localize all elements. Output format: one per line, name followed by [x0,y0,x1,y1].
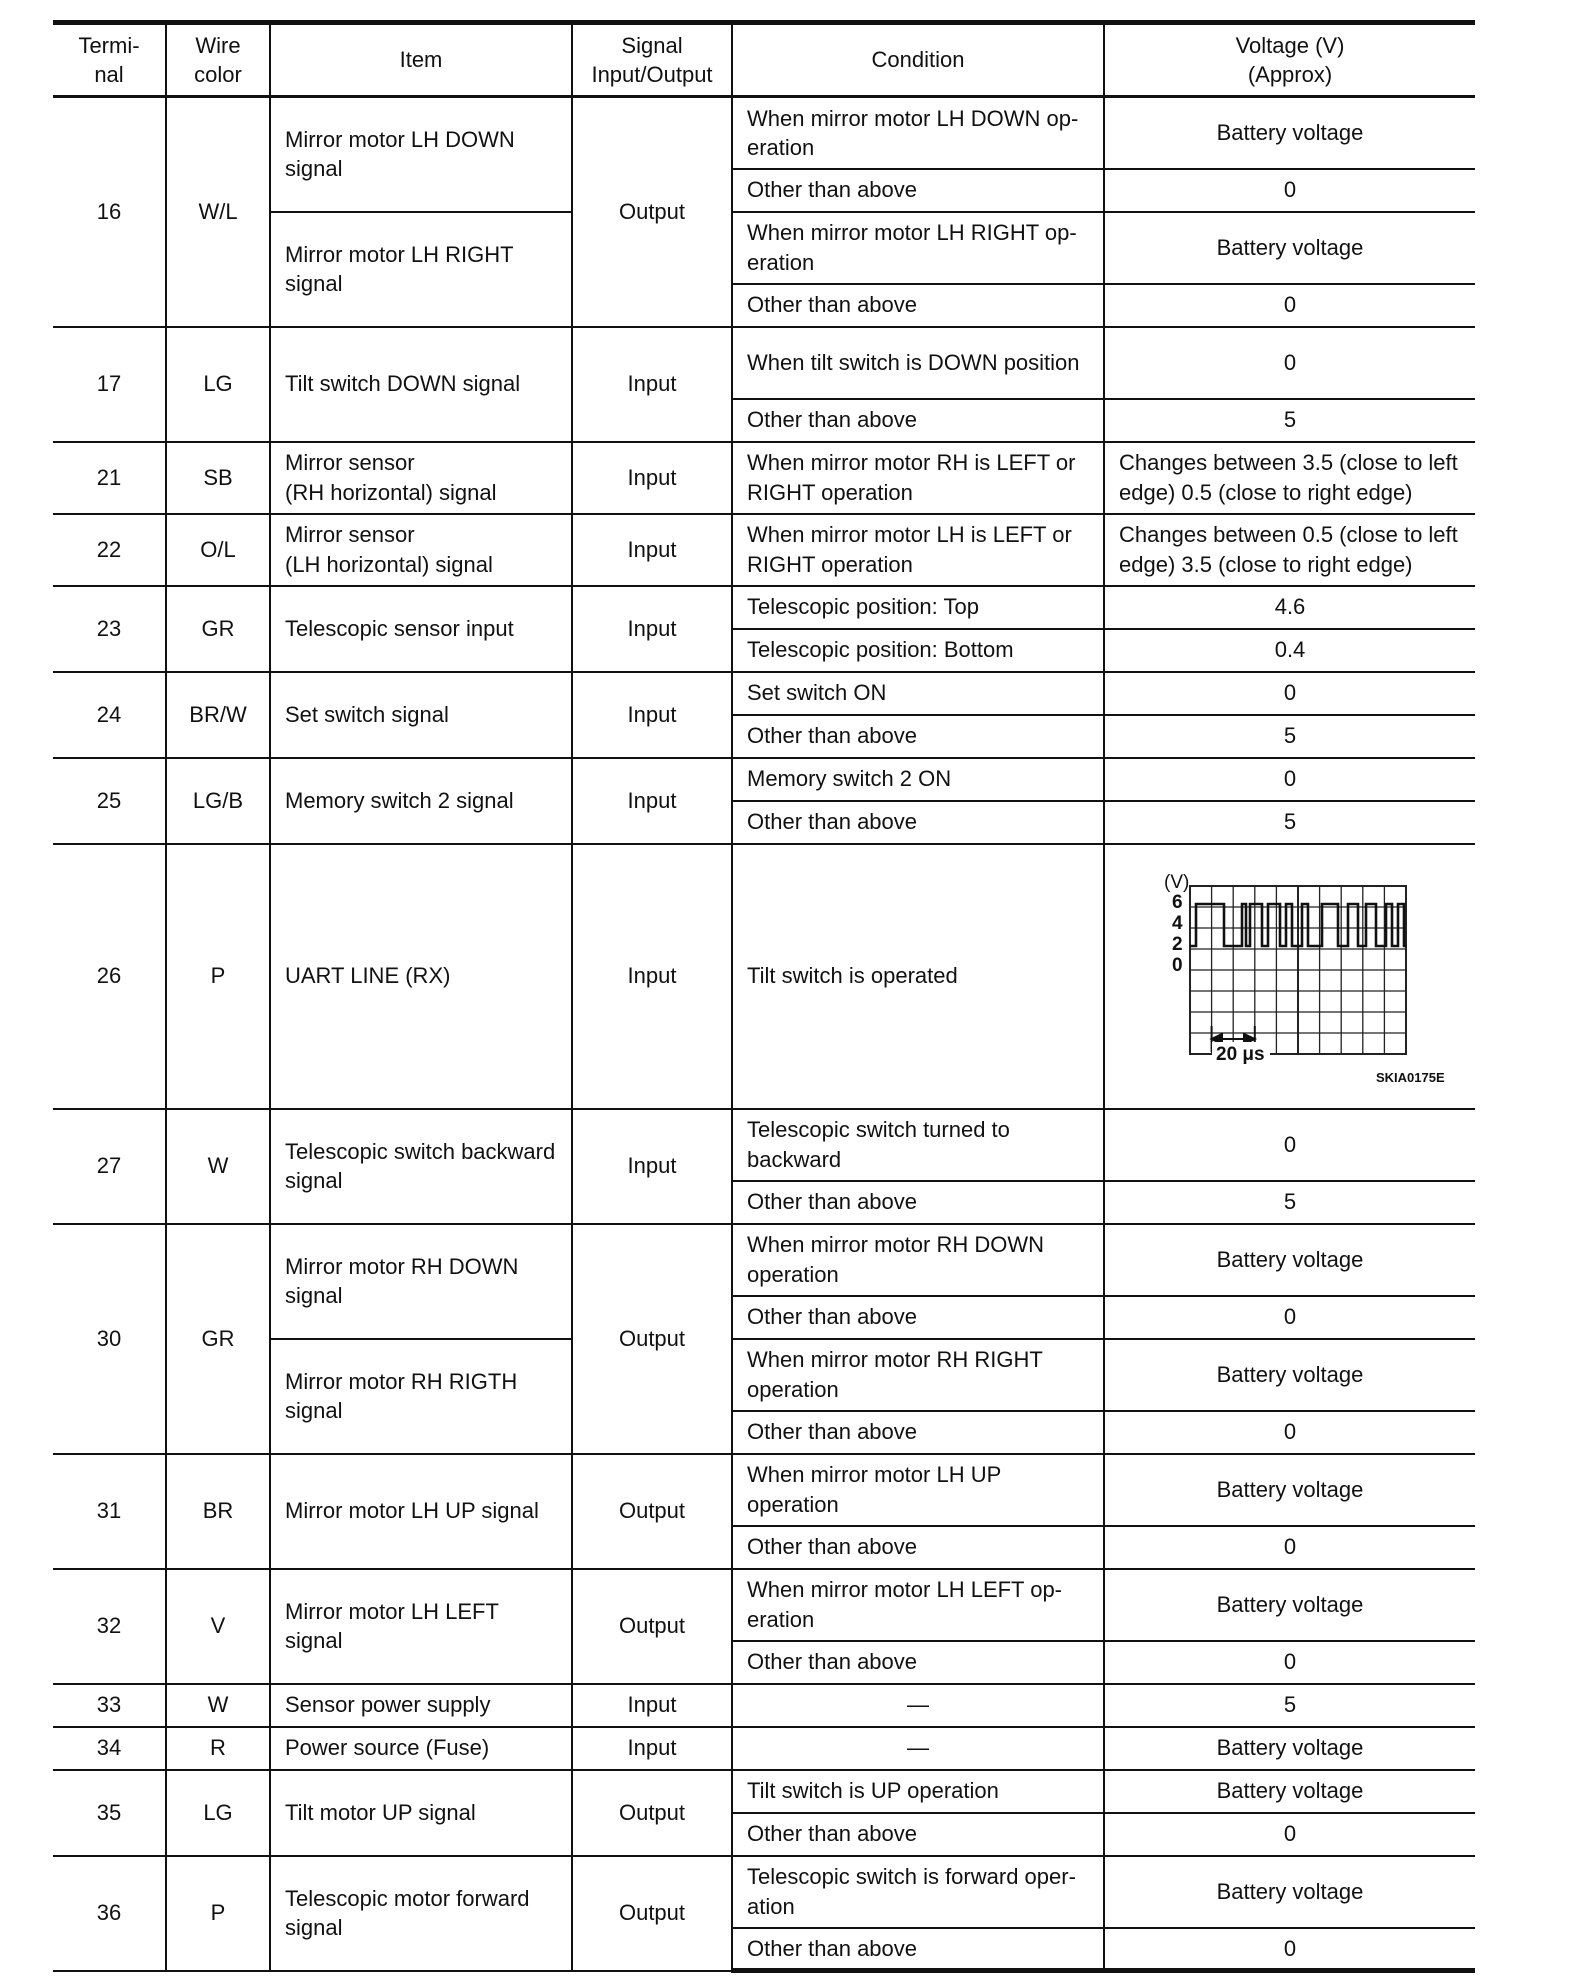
voltage-cell: 5 [1104,801,1475,844]
header-condition: Condition [732,23,1104,97]
condition-cell: Other than above [732,1813,1104,1856]
signal-io-cell: Input [572,514,732,586]
table-row [53,1684,1475,1727]
wire-color-cell: BR/W [166,672,270,758]
wire-color-cell: W/L [166,97,270,327]
wire-color-cell: W [166,1109,270,1224]
table-row [53,327,1475,399]
terminal-cell: 17 [53,327,166,442]
terminal-cell: 33 [53,1684,166,1727]
condition-cell: When mirror motor LH RIGHT op-eration [732,212,1104,284]
voltage-cell: Battery voltage [1104,212,1475,284]
condition-cell: Other than above [732,715,1104,758]
wire-color-cell: P [166,844,270,1109]
voltage-cell: Battery voltage [1104,1727,1475,1770]
condition-cell: Other than above [732,1928,1104,1971]
voltage-cell: 4.6 [1104,586,1475,629]
voltage-cell: Battery voltage [1104,1339,1475,1411]
waveform-time-label: 20 μs [1216,1044,1265,1065]
terminal-cell: 25 [53,758,166,844]
wire-color-cell: V [166,1569,270,1684]
uart-waveform-figure [1130,866,1450,1086]
item-cell: Mirror sensor (LH horizontal) signal [270,514,572,586]
voltage-cell: 5 [1104,715,1475,758]
table-row [53,844,1475,1109]
terminal-cell: 24 [53,672,166,758]
item-cell: Mirror motor RH DOWN signal [270,1224,572,1339]
table-row [53,1727,1475,1770]
item-cell: Tilt switch DOWN signal [270,327,572,442]
waveform-y-label-4: 4 [1172,913,1183,934]
table-row [53,1856,1475,1928]
table-row [53,442,1475,514]
terminal-spec-table [53,20,1475,1973]
item-cell: Set switch signal [270,672,572,758]
item-cell: Telescopic switch backward signal [270,1109,572,1224]
condition-cell: Other than above [732,284,1104,327]
item-cell: Mirror motor LH DOWN signal [270,97,572,212]
signal-io-cell: Input [572,844,732,1109]
condition-cell: Telescopic position: Bottom [732,629,1104,672]
condition-cell: Tilt switch is UP operation [732,1770,1104,1813]
header-wire-color: Wire color [166,23,270,97]
terminal-cell: 16 [53,97,166,327]
signal-io-cell: Output [572,1856,732,1971]
oscilloscope-grid [1190,886,1406,1054]
voltage-cell: 0 [1104,1296,1475,1339]
table-row [53,1109,1475,1181]
voltage-cell: Changes between 3.5 (close to left edge) 0.5 (close to right edge) [1104,442,1475,514]
header-signal-io: Signal Input/Output [572,23,732,97]
voltage-cell: 5 [1104,1181,1475,1224]
table-row [53,1569,1475,1641]
table-row [53,586,1475,629]
signal-io-cell: Input [572,442,732,514]
condition-cell: Other than above [732,1641,1104,1684]
condition-cell: — [732,1727,1104,1770]
condition-cell: Telescopic position: Top [732,586,1104,629]
condition-cell: Other than above [732,1526,1104,1569]
header-voltage: Voltage (V) (Approx) [1104,23,1475,97]
condition-cell: When mirror motor RH DOWN operation [732,1224,1104,1296]
header-terminal: Termi- nal [53,23,166,97]
terminal-cell: 30 [53,1224,166,1454]
terminal-cell: 23 [53,586,166,672]
wire-color-cell: GR [166,586,270,672]
voltage-cell: Battery voltage [1104,97,1475,169]
item-cell: Mirror motor RH RIGTH signal [270,1339,572,1454]
item-cell: Mirror motor LH UP signal [270,1454,572,1569]
terminal-cell: 27 [53,1109,166,1224]
wire-color-cell: O/L [166,514,270,586]
voltage-cell: Changes between 0.5 (close to left edge) 3.5 (close to right edge) [1104,514,1475,586]
terminal-cell: 31 [53,1454,166,1569]
signal-io-cell: Input [572,586,732,672]
wire-color-cell: LG [166,327,270,442]
voltage-waveform-cell [1104,844,1475,1109]
wire-color-cell: BR [166,1454,270,1569]
voltage-cell: 0 [1104,1526,1475,1569]
item-cell: Memory switch 2 signal [270,758,572,844]
voltage-cell: Battery voltage [1104,1856,1475,1928]
signal-io-cell: Input [572,1727,732,1770]
condition-cell: Set switch ON [732,672,1104,715]
condition-cell: When mirror motor LH UP operation [732,1454,1104,1526]
condition-cell: Other than above [732,1181,1104,1224]
table-row [53,514,1475,586]
condition-cell: Other than above [732,169,1104,212]
signal-io-cell: Output [572,97,732,327]
voltage-cell: 0 [1104,672,1475,715]
wire-color-cell: R [166,1727,270,1770]
voltage-cell: 0 [1104,327,1475,399]
waveform-y-label-0: 0 [1172,955,1183,976]
terminal-cell: 36 [53,1856,166,1971]
condition-cell: Other than above [732,399,1104,442]
table-row [53,1770,1475,1813]
condition-cell: When mirror motor RH is LEFT or RIGHT operation [732,442,1104,514]
voltage-cell: 0 [1104,284,1475,327]
item-cell: Sensor power supply [270,1684,572,1727]
wire-color-cell: LG [166,1770,270,1856]
signal-io-cell: Input [572,327,732,442]
figure-id-label: SKIA0175E [1376,1070,1445,1085]
voltage-cell: 0 [1104,1411,1475,1454]
wire-color-cell: P [166,1856,270,1971]
waveform-unit-label: (V) [1164,872,1190,893]
table-header-row [53,23,1475,97]
condition-cell: Other than above [732,801,1104,844]
condition-cell: Tilt switch is operated [732,844,1104,1109]
voltage-cell: Battery voltage [1104,1224,1475,1296]
terminal-cell: 34 [53,1727,166,1770]
voltage-cell: 0 [1104,1641,1475,1684]
voltage-cell: 5 [1104,399,1475,442]
voltage-cell: 0 [1104,169,1475,212]
condition-cell: Memory switch 2 ON [732,758,1104,801]
table-row [53,672,1475,715]
voltage-cell: 5 [1104,1684,1475,1727]
terminal-cell: 22 [53,514,166,586]
condition-cell: Telescopic switch is forward oper-ation [732,1856,1104,1928]
item-cell: Telescopic sensor input [270,586,572,672]
voltage-cell: Battery voltage [1104,1770,1475,1813]
wire-color-cell: LG/B [166,758,270,844]
wire-color-cell: SB [166,442,270,514]
item-cell: Mirror sensor (RH horizontal) signal [270,442,572,514]
waveform-y-label-6: 6 [1172,892,1183,913]
item-cell: Mirror motor LH LEFT signal [270,1569,572,1684]
voltage-cell: 0.4 [1104,629,1475,672]
condition-cell: When mirror motor RH RIGHT operation [732,1339,1104,1411]
signal-io-cell: Input [572,672,732,758]
item-cell: Tilt motor UP signal [270,1770,572,1856]
table-row [53,758,1475,801]
condition-cell: Other than above [732,1411,1104,1454]
wire-color-cell: W [166,1684,270,1727]
item-cell: Mirror motor LH RIGHT signal [270,212,572,327]
voltage-cell: 0 [1104,1109,1475,1181]
condition-cell: Telescopic switch turned to backward [732,1109,1104,1181]
voltage-cell: Battery voltage [1104,1454,1475,1526]
terminal-cell: 32 [53,1569,166,1684]
waveform-y-label-2: 2 [1172,934,1183,955]
voltage-cell: 0 [1104,758,1475,801]
table-row [53,1224,1475,1296]
condition-cell: Other than above [732,1296,1104,1339]
signal-io-cell: Output [572,1224,732,1454]
voltage-cell: Battery voltage [1104,1569,1475,1641]
wire-color-cell: GR [166,1224,270,1454]
signal-io-cell: Input [572,758,732,844]
signal-io-cell: Output [572,1569,732,1684]
condition-cell: — [732,1684,1104,1727]
terminal-cell: 26 [53,844,166,1109]
signal-io-cell: Output [572,1770,732,1856]
voltage-cell: 0 [1104,1928,1475,1971]
table-row [53,97,1475,169]
voltage-cell: 0 [1104,1813,1475,1856]
condition-cell: When mirror motor LH DOWN op-eration [732,97,1104,169]
table-row [53,1454,1475,1526]
signal-io-cell: Input [572,1684,732,1727]
terminal-cell: 35 [53,1770,166,1856]
terminal-cell: 21 [53,442,166,514]
item-cell: UART LINE (RX) [270,844,572,1109]
condition-cell: When mirror motor LH is LEFT or RIGHT operation [732,514,1104,586]
item-cell: Telescopic motor forward signal [270,1856,572,1971]
signal-io-cell: Output [572,1454,732,1569]
signal-io-cell: Input [572,1109,732,1224]
header-item: Item [270,23,572,97]
condition-cell: When mirror motor LH LEFT op-eration [732,1569,1104,1641]
item-cell: Power source (Fuse) [270,1727,572,1770]
condition-cell: When tilt switch is DOWN position [732,327,1104,399]
